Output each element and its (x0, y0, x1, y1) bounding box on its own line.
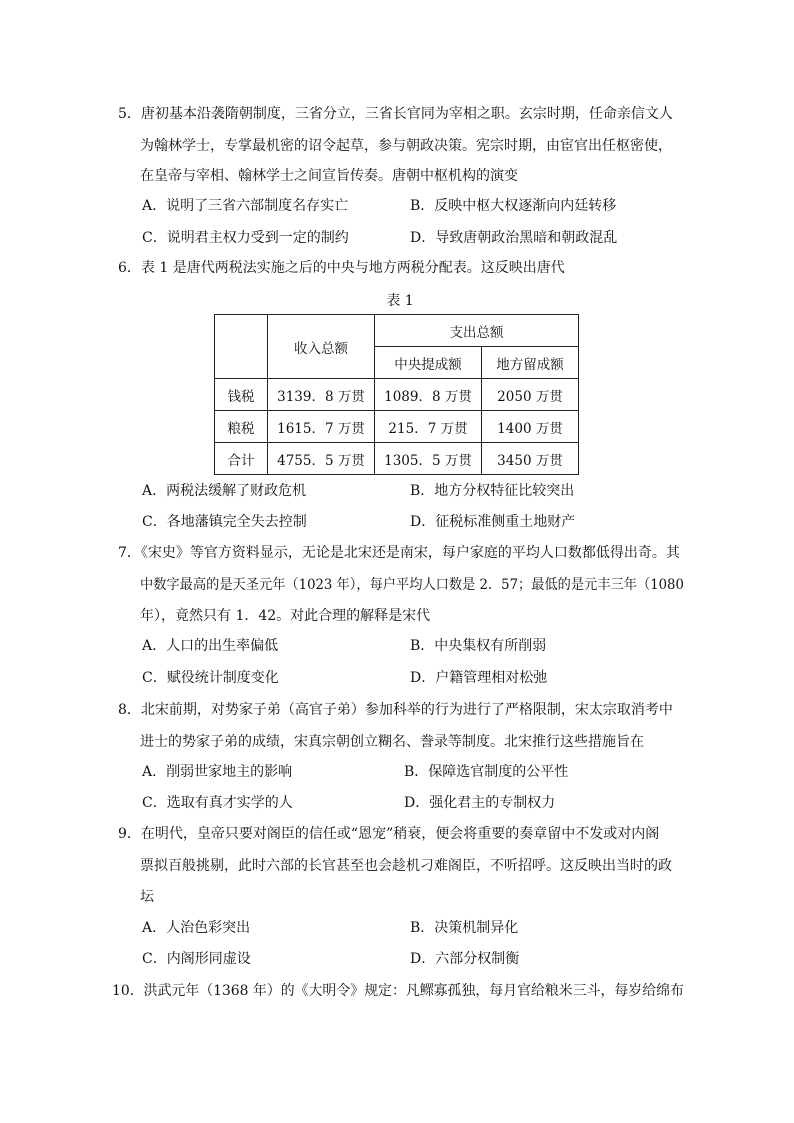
cell-local: 2050 万贯 (482, 379, 579, 411)
q8-line-1: 8．北宋前期，对势家子弟（高官子弟）参加科举的行为进行了严格限制，宋太宗取消考中 (118, 702, 673, 718)
q9-option-b: B．决策机制异化 (410, 920, 519, 936)
q7-option-a: A．人口的出生率偏低 (142, 638, 279, 654)
q10-line-1: 10．洪武元年（1368 年）的《大明令》规定：凡鳏寡孤独，每月官给粮米三斗，每岁给绵布 (112, 983, 684, 999)
table-row (215, 379, 579, 411)
row-label: 合计 (215, 443, 268, 475)
table-row (215, 411, 579, 443)
cell-central: 215．7 万贯 (375, 411, 482, 443)
cell-income: 1615．7 万贯 (268, 411, 375, 443)
cell-local: 3450 万贯 (482, 443, 579, 475)
q5-option-a: A．说明了三省六部制度名存实亡 (142, 198, 349, 214)
q8-option-d: D．强化君主的专制权力 (404, 795, 556, 811)
q8-line-2: 进士的势家子弟的成绩，宋真宗朝创立糊名、誊录等制度。北宋推行这些措施旨在 (140, 734, 644, 750)
cell-local: 1400 万贯 (482, 411, 579, 443)
header-local: 地方留成额 (482, 347, 579, 379)
q7-line-3: 年），竟然只有 1．42。对此合理的解释是宋代 (140, 608, 431, 624)
q5-option-b: B．反映中枢大权逐渐向内廷转移 (410, 198, 617, 214)
q5-option-d: D．导致唐朝政治黑暗和朝政混乱 (410, 230, 618, 246)
cell-income: 3139．8 万贯 (268, 379, 375, 411)
table-corner-cell (215, 315, 268, 379)
q5-line-2: 为翰林学士，专掌最机密的诏令起草，参与朝政决策。宪宗时期，由宦官出任枢密使， (140, 138, 672, 154)
q8-option-a: A．削弱世家地主的影响 (142, 764, 293, 780)
q9-option-c: C．内阁形同虚设 (142, 951, 251, 967)
cell-central: 1089．8 万贯 (375, 379, 482, 411)
header-central: 中央提成额 (375, 347, 482, 379)
cell-central: 1305．5 万贯 (375, 443, 482, 475)
q6-option-b: B．地方分权特征比较突出 (410, 483, 575, 499)
q6-option-c: C．各地藩镇完全失去控制 (142, 514, 307, 530)
header-income: 收入总额 (268, 315, 375, 379)
q6-option-a: A．两税法缓解了财政危机 (142, 483, 307, 499)
q7-option-d: D．户籍管理相对松弛 (410, 670, 548, 686)
q5-line-3: 在皇帝与宰相、翰林学士之间宣旨传奏。唐朝中枢机构的演变 (140, 168, 518, 184)
table-caption: 表 1 (386, 293, 414, 309)
q7-option-c: C．赋役统计制度变化 (142, 670, 279, 686)
q6-option-d: D．征税标准侧重土地财产 (410, 514, 576, 530)
q8-option-b: B．保障选官制度的公平性 (404, 764, 569, 780)
q7-line-1: 7．《宋史》等官方资料显示，无论是北宋还是南宋，每户家庭的平均人口数都低得出奇。其 (118, 545, 680, 561)
row-label: 钱税 (215, 379, 268, 411)
q9-option-a: A．人治色彩突出 (142, 920, 251, 936)
q9-line-1: 9．在明代，皇帝只要对阁臣的信任或“恩宠”稍衰，便会将重要的奏章留中不发或对内阁 (118, 826, 660, 842)
q9-line-3: 坛 (140, 889, 154, 905)
cell-income: 4755．5 万贯 (268, 443, 375, 475)
q9-option-d: D．六部分权制衡 (410, 951, 520, 967)
q7-option-b: B．中央集权有所削弱 (410, 638, 547, 654)
q9-line-2: 票拟百般挑剔，此时六部的长官甚至也会趁机刁难阁臣，不听招呼。这反映出当时的政 (140, 858, 672, 874)
row-label: 粮税 (215, 411, 268, 443)
tax-distribution-table (214, 314, 579, 475)
header-expense: 支出总额 (375, 315, 579, 347)
q7-line-2: 中数字最高的是天圣元年（1023 年），每户平均人口数是 2．57；最低的是元丰三年（1080 (140, 577, 684, 593)
q8-option-c: C．选取有真才实学的人 (142, 795, 293, 811)
q6-line-1: 6．表 1 是唐代两税法实施之后的中央与地方两税分配表。这反映出唐代 (118, 260, 565, 276)
table-row (215, 443, 579, 475)
q5-option-c: C．说明君主权力受到一定的制约 (142, 230, 349, 246)
q5-line-1: 5．唐初基本沿袭隋朝制度，三省分立，三省长官同为宰相之职。玄宗时期，任命亲信文人 (118, 106, 673, 122)
